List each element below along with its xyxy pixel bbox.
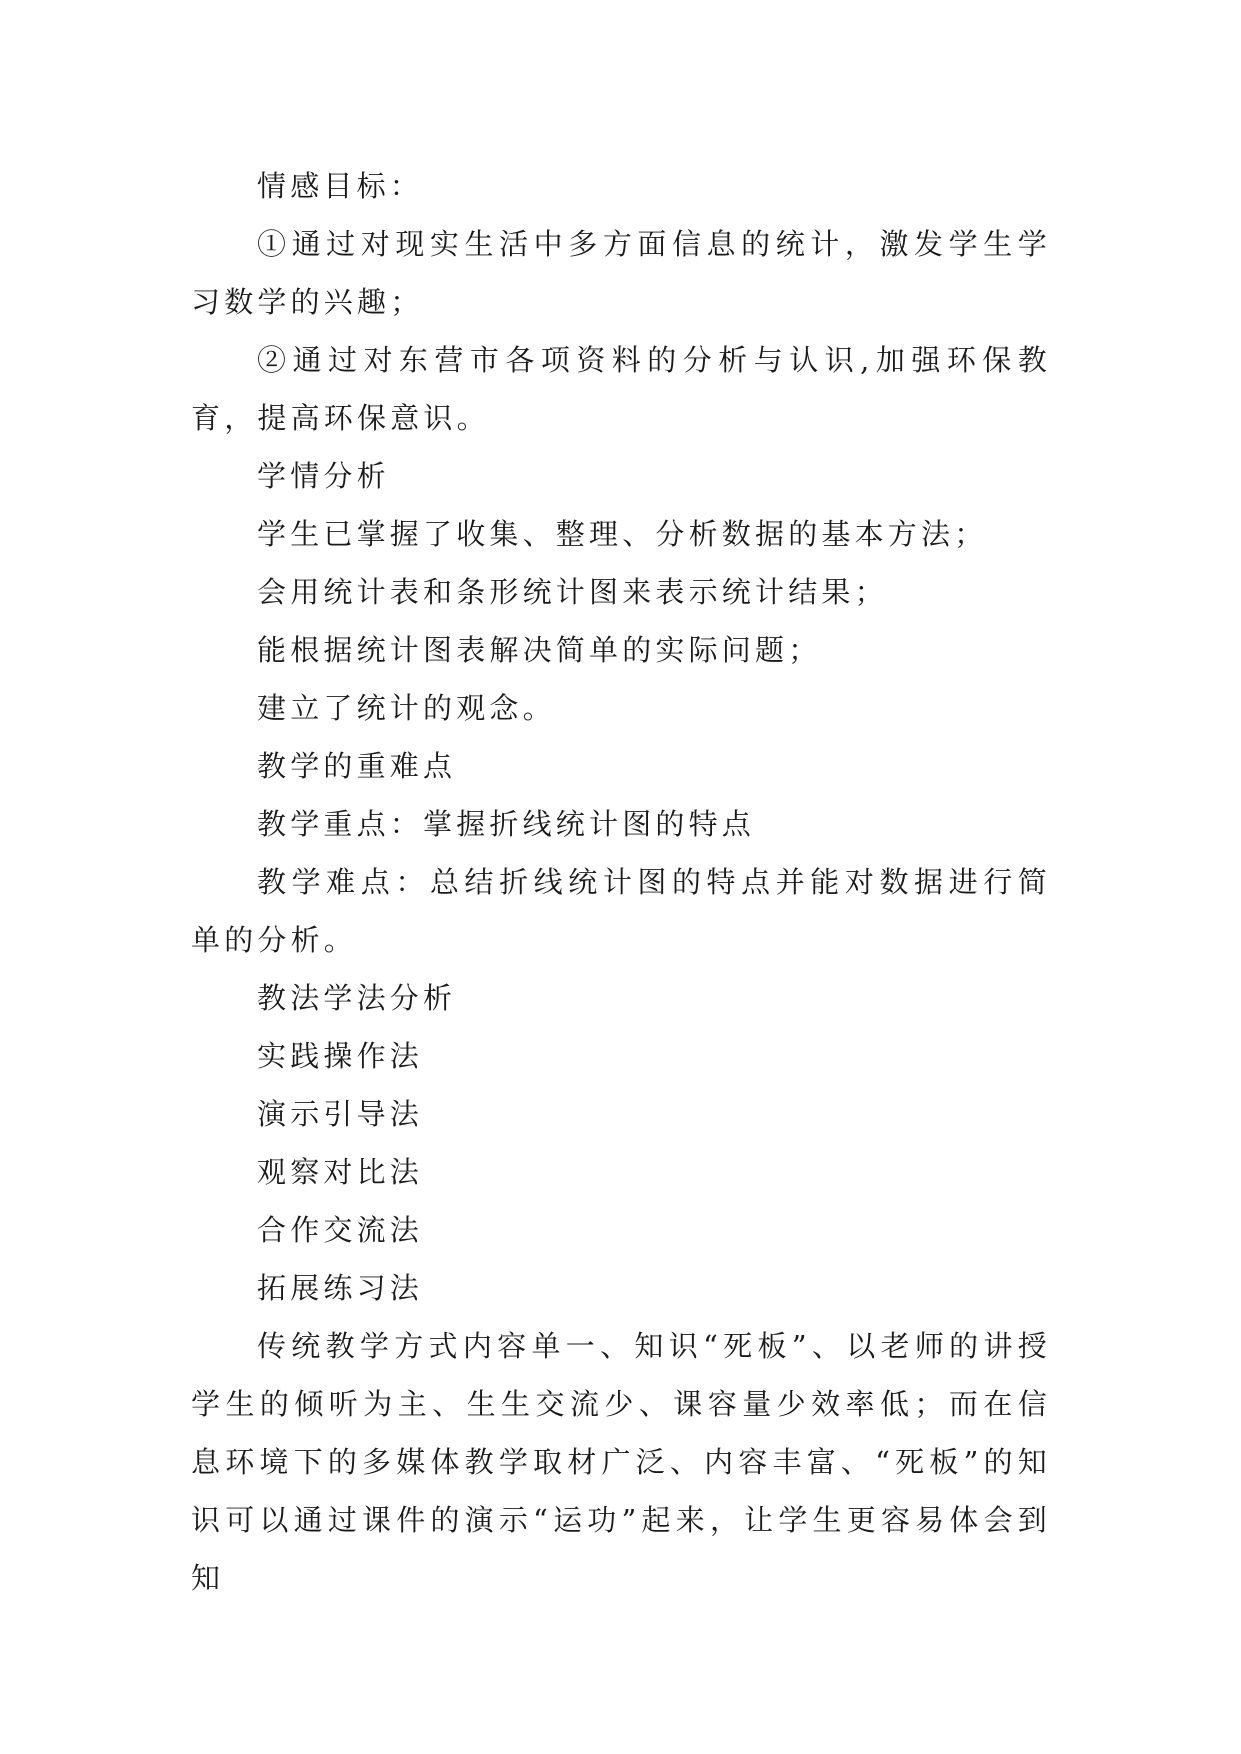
paragraph-method-heading: 教法学法分析 [257,981,457,1015]
paragraph-goal-1: ①通过对现实生活中多方面信息的统计，激发学生学习数学的兴趣； [191,227,1051,319]
paragraph-method-1: 实践操作法 [257,1039,424,1073]
paragraph-method-2: 演示引导法 [257,1097,424,1131]
paragraph-learning-point-3: 能根据统计图表解决简单的实际问题； [257,633,822,667]
paragraph-teaching-comparison: 传统教学方式内容单一、知识“死板”、以老师的讲授学生的倾听为主、生生交流少、课容量少效率低；而在信息环境下的多媒体教学取材广泛、内容丰富、“死板”的知识可以通过课件的演示“运功”起来，让学生更容易体会到知 [191,1329,1051,1595]
paragraph-learning-analysis-heading: 学情分析 [257,459,390,493]
document-body [191,157,1051,1607]
paragraph-learning-point-4: 建立了统计的观念。 [257,691,556,725]
paragraph-emotional-goal-heading: 情感目标： [257,169,424,203]
paragraph-method-4: 合作交流法 [257,1213,424,1247]
paragraph-learning-point-1: 学生已掌握了收集、整理、分析数据的基本方法； [257,517,988,551]
paragraph-goal-2: ②通过对东营市各项资料的分析与认识,加强环保教育，提高环保意识。 [191,343,1051,435]
paragraph-method-5: 拓展练习法 [257,1271,424,1305]
paragraph-key-difficult-heading: 教学的重难点 [257,749,457,783]
paragraph-difficult-point: 教学难点：总结折线统计图的特点并能对数据进行简单的分析。 [191,865,1051,957]
paragraph-key-point: 教学重点：掌握折线统计图的特点 [257,807,756,841]
paragraph-learning-point-2: 会用统计表和条形统计图来表示统计结果； [257,575,888,609]
paragraph-method-3: 观察对比法 [257,1155,424,1189]
